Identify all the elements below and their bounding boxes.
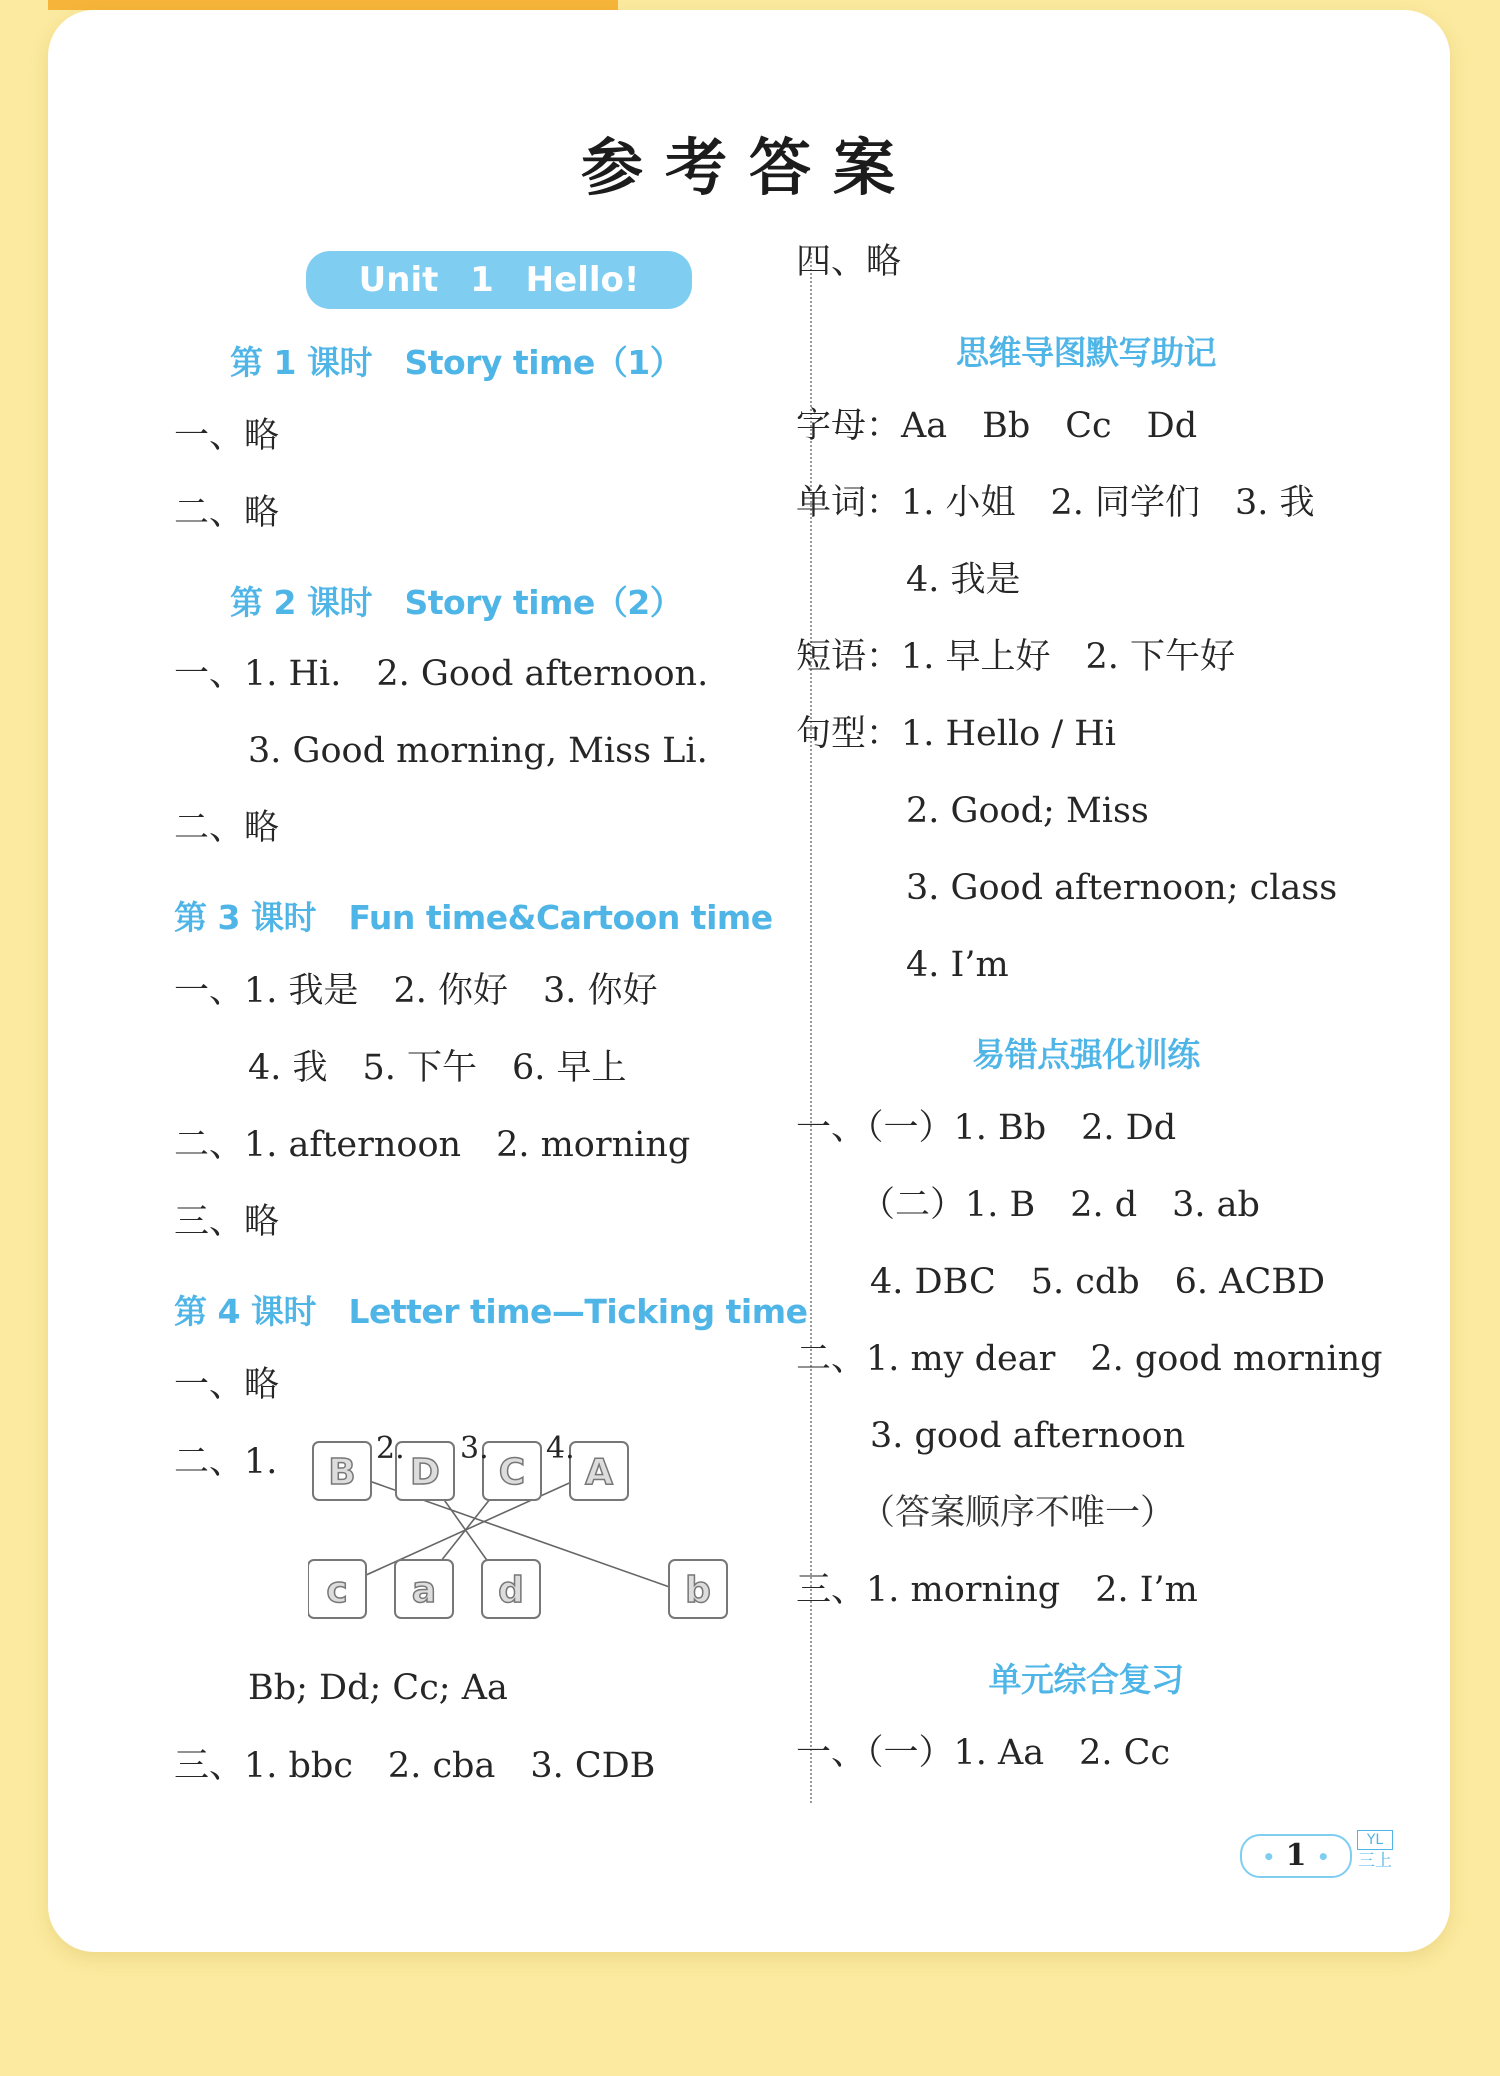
section-heading-lesson1: 第 1 课时 Story time（1） xyxy=(230,343,683,382)
answer-line: 三、1. morning 2. I’m xyxy=(796,1570,1198,1610)
answer-line: 短语：1. 早上好 2. 下午好 xyxy=(796,637,1236,677)
answer-line: 一、1. 我是 2. 你好 3. 你好 xyxy=(174,971,658,1011)
section-heading-mindmap: 思维导图默写助记 xyxy=(956,333,1216,372)
answer-line: 二、1. xyxy=(174,1442,278,1482)
answer-note: （答案顺序不唯一） xyxy=(860,1493,1176,1533)
answer-line: （二）1. B 2. d 3. ab xyxy=(860,1185,1260,1225)
answer-line: 二、略 xyxy=(174,808,280,848)
section-heading-lesson2: 第 2 课时 Story time（2） xyxy=(230,583,683,622)
grade-code: YL xyxy=(1357,1830,1393,1850)
letter-card-text: b xyxy=(685,1570,711,1611)
answer-line: Bb; Dd; Cc; Aa xyxy=(248,1668,508,1708)
unit-badge: Unit 1 Hello! xyxy=(306,251,692,309)
section-heading-error-training: 易错点强化训练 xyxy=(972,1035,1200,1074)
answer-line: 2. Good; Miss xyxy=(906,791,1149,831)
match-number: 3. xyxy=(460,1431,489,1466)
letter-card-text: C xyxy=(498,1452,526,1493)
answer-line: 4. 我是 xyxy=(906,560,1021,600)
answer-line: 句型：1. Hello / Hi xyxy=(796,714,1116,754)
answer-line: 3. Good morning, Miss Li. xyxy=(248,731,708,771)
answer-line: 4. DBC 5. cdb 6. ACBD xyxy=(870,1262,1326,1302)
answer-line: 一、略 xyxy=(174,1365,280,1405)
match-number: 2. xyxy=(376,1431,405,1466)
letter-card-text: c xyxy=(326,1570,348,1611)
letter-card-text: d xyxy=(498,1570,524,1611)
answer-line: 3. Good afternoon; class xyxy=(906,868,1338,908)
answer-line: 二、略 xyxy=(174,493,280,533)
answer-line: 一、（一）1. Bb 2. Dd xyxy=(796,1108,1177,1148)
answer-line: 4. I’m xyxy=(906,945,1009,985)
letter-card-text: a xyxy=(411,1570,437,1611)
top-accent-strip xyxy=(48,0,618,10)
page-number-badge xyxy=(1240,1834,1352,1878)
answer-line: 字母：Aa Bb Cc Dd xyxy=(796,406,1198,446)
answer-line: 二、1. afternoon 2. morning xyxy=(174,1125,691,1165)
section-heading-lesson4: 第 4 课时 Letter time—Ticking time xyxy=(174,1292,808,1331)
letter-card-text: B xyxy=(328,1452,356,1493)
page-title: 参考答案 xyxy=(580,131,917,204)
page-number: 1 xyxy=(1285,1838,1307,1873)
answer-line: 4. 我 5. 下午 6. 早上 xyxy=(248,1048,627,1088)
answer-line: 三、略 xyxy=(174,1202,280,1242)
dot-icon: • xyxy=(1316,1845,1330,1869)
letter-card-text: D xyxy=(410,1452,440,1493)
answer-page xyxy=(48,10,1450,1952)
answer-line: 一、略 xyxy=(174,416,280,456)
answer-line: 二、1. my dear 2. good morning xyxy=(796,1339,1383,1379)
answer-line: 3. good afternoon xyxy=(870,1416,1186,1456)
match-number: 4. xyxy=(546,1431,575,1466)
letter-card-text: A xyxy=(585,1452,613,1493)
answer-line: 一、（一）1. Aa 2. Cc xyxy=(796,1733,1171,1773)
section-heading-lesson3: 第 3 课时 Fun time&Cartoon time xyxy=(174,898,773,937)
answer-line: 三、1. bbc 2. cba 3. CDB xyxy=(174,1746,656,1786)
section-heading-unit-review: 单元综合复习 xyxy=(988,1660,1184,1699)
letter-matching-diagram xyxy=(308,1430,768,1630)
answer-line: 单词：1. 小姐 2. 同学们 3. 我 xyxy=(796,483,1315,523)
dot-icon: • xyxy=(1262,1845,1276,1869)
grade-label: 三上 xyxy=(1358,1851,1392,1871)
answer-line: 一、1. Hi. 2. Good afternoon. xyxy=(174,654,709,694)
answer-line: 四、略 xyxy=(796,242,902,282)
grade-mark xyxy=(1353,1830,1397,1880)
